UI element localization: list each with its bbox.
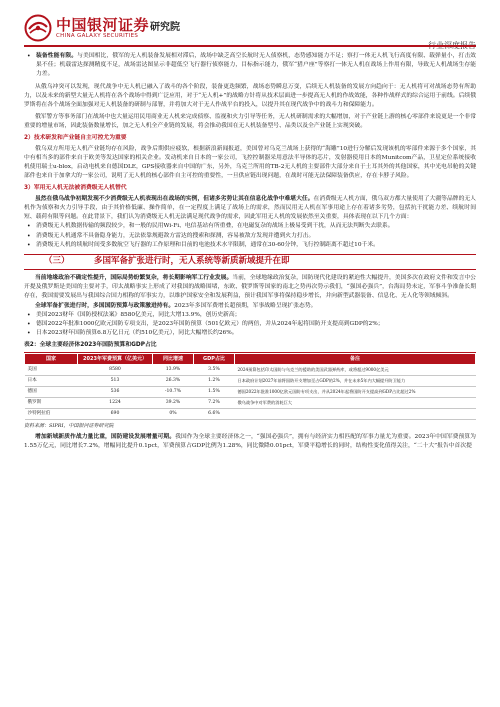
table-row [25, 375, 476, 386]
note-cell: 俄乌战争中对军费的消耗巨大 [235, 397, 476, 408]
institute-label: 研究院 [150, 22, 180, 33]
country-cell: 德国 [25, 386, 78, 397]
budget-cell: 536 [78, 386, 153, 397]
section-heading [24, 254, 476, 270]
paragraph: 俄军警方等事务部门在战场中也大量运用民用商业无人机来完成侦察、监视和火力引导等任务，无人机研制需求的大幅增加，对于产业链上游的核心零部件来说更是一个非常重要的增量市场，因此装备数量增长，加之无人机全产业链的发展，将会推动我国在无人机装备型号、品类以及全产业链上实现突破。 [24, 114, 476, 130]
paragraph: 俄乌双方所用无人机产业链均存在风险，战争后期供应疲软，根据新浪新闻报道，美国曾对乌克兰战场上获得的“海雕”10进行分解后发现该机的零部件来源于多个国家，其中有相当多的部件来自于欧美等发达国家的相关企业。发动机来自日本的一家公司，飞控控制器采用意法半导体的芯片，发射器使用日本的Munitcom产品，卫星定位系统接收机使用瑞士u-blox，启动电机来自德国DLE，GPS接收器来自中国的广东，另外，乌克兰所用的TB-2无人机的主要部件大部分来自于土耳其外的其他国家，其中光电吊舱的关键部件也来自于加拿大的一家公司，说明了无人机的核心部件自主可控的重要性，一旦供应链出现问题，在战时可能无法保障装备供应，存在卡脖子风险。 [24, 145, 476, 180]
bullet-item: • 消费级无人机通常不具备隐身能力，无法依靠规避敌方雷达的搜索和探测，容易被敌方发现并遭到火力打击。 [24, 232, 476, 241]
country-cell: 美国 [25, 364, 78, 375]
budget-cell: 8580 [78, 364, 153, 375]
paragraph: 增加新域新质作战力量比重，国防建设发展增量可期。我国作为全球主要经济体之一，“强国必强兵”，拥有与经济实力相匹配的军事力量尤为重要。2023年中国军费预算为1.55万亿元，同比增长7.2%，增幅同比提升0.1pct，军费预算占GDP比例为1.28%，同比微降0.01pct，军费平稳增长的同时，结构性变化值得关注，“二十大”报告中首次提 [24, 433, 476, 450]
table-caption: 表2：全球主要经济体2023年国防预算和GDP占比 [24, 341, 476, 352]
bullet-item: • 装备性能有限。与美国相比，俄军的无人机装备发展相对滞后，战场中缺乏高空长航时无人侦察机，态势感知能力不足；察打一体无人机飞行高度有限、载弹量小，打击效果不佳；机载雷达探测精度不足，战场雷达图显示非超低空飞行器行侦察能力，目标指示能力，俄军“猎户座”等察打一体无人机在战场上作用有限，导致无人机战场生存能力差。 [24, 52, 476, 80]
column-header: 备注 [235, 353, 476, 364]
growth-cell: -10.7% [153, 386, 194, 397]
table-row [25, 397, 476, 408]
note-cell: 日本政府计划2027年前将国防开支增加至占GDP的2%，并在未来5年内大幅提升防卫能力 [235, 375, 476, 386]
country-cell: 日本 [25, 375, 78, 386]
note-cell: 德国2022年批准1000亿欧元国防专项支出，并从2024年起将国防开支提高到GDP占比超过2% [235, 386, 476, 397]
column-header: 同比增速 [153, 353, 194, 364]
header-divider [24, 45, 476, 47]
gdp-share-cell: 1.2% [194, 375, 235, 386]
column-header: GDP占比 [194, 353, 235, 364]
defense-budget-table [24, 353, 476, 420]
bullet-item: • 日本2023财年国防预算6.8万亿日元（约510亿美元），同比大幅增长约26%。 [24, 329, 476, 338]
column-header: 2023年军费预算（亿美元） [78, 353, 153, 364]
table-row [25, 364, 476, 375]
paragraph: 从俄乌冲突可以发现，现代战争中无人机已融入了战斗的各个阶段，装备更迭频繁，战场态势瞬息万变，后续无人机装备的发展方向趋向于：无人机将可对战场态势有所助力，以及未来的新型大量无人机将在各个战场中得到广泛应用，对于“无人机+”的战略方针将从技术层面进一步提高无人机的作战效能，各种作战样式的综合运用于前线。后续俄罗斯将在各个战场全面加强对无人机装备的研制与部署，并将加大对于无人作战平台的投入，以提升其在现代战争中的战斗力和保障能力。 [24, 83, 476, 109]
growth-cell: 13.9% [153, 364, 194, 375]
paragraph: 虽然在俄乌战争初期发现不少消费级无人机表现出在战场的实例，但诸多劣势让其在信息化战争中难堪大任。在消费级无人机方面，俄乌双方都大量使用了大疆等品牌的无人机作为侦察和火力引导手段，由于其价格低廉、操作简单，在一定程度上满足了战场上的需求，然而民用无人机在军事用途上存在着诸多劣势，包括抗干扰能力差、续航时间短、载荷有限等问题。在此背景下，我们认为消费级无人机无法满足现代战争的需求，因此军用无人机的发展依然至关重要，具体表现在以下几个方面： [24, 195, 476, 221]
bullet-item: • 消费级无人机数据传输的频段较少，和一般的民用Wi-Fi、电信基站有所重叠，在电磁复杂的战场上极易受到干扰，从而无法判断失去联系。 [24, 222, 476, 231]
growth-cell: 0% [153, 408, 194, 419]
column-header: 国家 [25, 353, 78, 364]
gdp-share-cell: 7.2% [194, 397, 235, 408]
budget-cell: 690 [78, 408, 153, 419]
growth-cell: 39.2% [153, 397, 194, 408]
report-body [24, 52, 476, 451]
bullet-item: • 美国2023财年《国防授权法案》8580亿美元，同比大增13.9%，创历史新高； [24, 311, 476, 320]
brand-name-cn: 中国银河证券 [56, 16, 150, 34]
note-cell: 2024预算包括印太国防与乌克兰的援助的美国武器弹药库，或将超过9000亿美元 [235, 364, 476, 375]
paragraph: 当前地缘政治不确定性提升，国际局势纷繁复杂，将长期影响军工行业发展。当前，全球地缘政治复杂，国防现代化建设的紧迫性大幅提升，美国多次在政府文件和发言中公开提及俄罗斯是美国的主要对手，印太战略事实上形成了对我国的战略围堵，东欧、俄罗斯等国家的南北之势再次势示我们，“强国必强兵”，台海局势未定，军事斗争准备长期存在，我国需要发展出与我国综合国力相称的军事实力，以维护国家安全和发展利益，预计我国军事将保持稳步增长，并向新型武器装备、信息化、无人化等领域倾斜。 [24, 275, 476, 300]
subheading: 3）军用无人机无法被消费级无人机替代 [24, 184, 127, 191]
note-cell [235, 408, 476, 419]
table-row [25, 386, 476, 397]
page-header [24, 14, 476, 48]
budget-cell: 1224 [78, 397, 153, 408]
table-header-row [25, 353, 476, 364]
table-source: 资料来源：SIPRI，中国银河证券研究院 [24, 422, 114, 429]
bullet-item: • 消费级无人机的续航时间受多数航空飞行器的工作原理和目前的电池技术水平限制，通常在30-60分钟，飞行控制距离不超过10千米。 [24, 241, 476, 250]
growth-cell: 26.3% [153, 375, 194, 386]
gdp-share-cell: 1.5% [194, 386, 235, 397]
galaxy-logo-icon [24, 14, 52, 42]
gdp-share-cell: 6.6% [194, 408, 235, 419]
gdp-share-cell: 3.5% [194, 364, 235, 375]
section-number: （三） [44, 256, 70, 267]
section-title: 多国军备扩张进行时，无人系统等新质新域提升在即 [94, 256, 290, 267]
country-cell: 沙特阿拉伯 [25, 408, 78, 419]
bullet-item: • 德国2022年批准1000亿欧元国防专项支出，是2023年国防预算（501亿欧元）的两倍，并从2024年起将国防开支提高到GDP的2%； [24, 320, 476, 329]
table-row [25, 408, 476, 419]
budget-cell: 513 [78, 375, 153, 386]
country-cell: 俄罗斯 [25, 397, 78, 408]
paragraph: 全球军备扩张进行时，多国国防预算与政策激进持有。2023年多国军费增长超预期，军事战略呈现扩张态势。 [35, 302, 317, 309]
brand-name-en: CHINA GALAXY SECURITIES [56, 33, 139, 39]
subheading: 2）技术研发和产业链自主可控尤为重要 [24, 134, 127, 141]
